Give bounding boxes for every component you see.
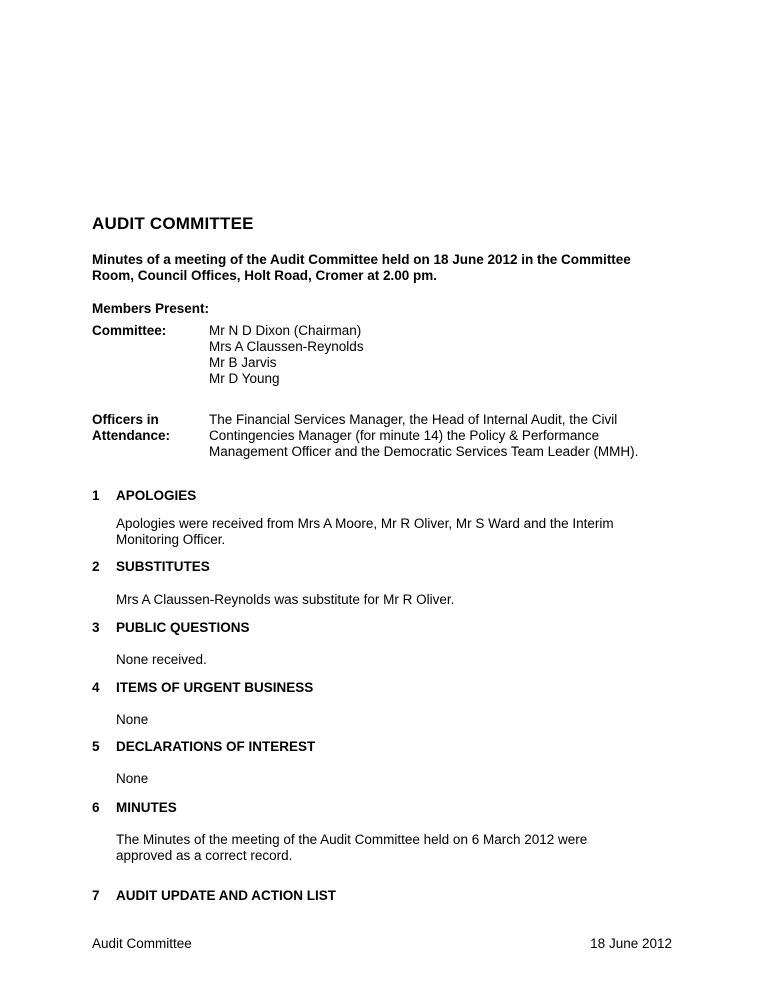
item-body — [116, 516, 686, 548]
item-body-line: Apologies were received from Mrs A Moore, Mr R Oliver, Mr S Ward and the Interim — [116, 516, 614, 531]
officers-label — [92, 412, 202, 444]
officers-line: The Financial Services Manager, the Head of Internal Audit, the Civil — [209, 412, 618, 427]
officers-line: Contingencies Manager (for minute 14) the Policy & Performance — [209, 428, 600, 443]
item-body-line: None received. — [116, 652, 207, 667]
item-heading: ITEMS OF URGENT BUSINESS — [116, 680, 314, 695]
item-body-line: Mrs A Claussen-Reynolds was substitute for Mr R Oliver. — [116, 592, 455, 607]
item-body — [116, 652, 686, 668]
item-heading: SUBSTITUTES — [116, 559, 210, 574]
item-number: 1 — [92, 488, 100, 503]
intro-line: Minutes of a meeting of the Audit Committee held on 18 June 2012 in the Committee — [92, 252, 631, 267]
item-body-line: None — [116, 771, 149, 786]
committee-member: Mr B Jarvis — [209, 355, 277, 370]
item-body-line: Monitoring Officer. — [116, 532, 226, 547]
footer-title: Audit Committee — [92, 936, 192, 951]
item-heading: PUBLIC QUESTIONS — [116, 620, 250, 635]
item-number: 6 — [92, 800, 100, 815]
committee-member: Mrs A Claussen-Reynolds — [209, 339, 364, 354]
meeting-intro — [92, 252, 672, 284]
item-body — [116, 832, 686, 864]
item-body — [116, 712, 686, 728]
item-body-line: The Minutes of the meeting of the Audit Committee held on 6 March 2012 were — [116, 832, 588, 847]
officers-label-line: Officers in — [92, 412, 159, 427]
item-heading: MINUTES — [116, 800, 177, 815]
item-heading: APOLOGIES — [116, 488, 197, 503]
item-body-line: None — [116, 712, 149, 727]
item-heading: DECLARATIONS OF INTEREST — [116, 739, 316, 754]
committee-members — [209, 323, 699, 387]
item-number: 7 — [92, 888, 100, 903]
item-body — [116, 592, 686, 608]
page-title: AUDIT COMMITTEE — [92, 214, 254, 233]
item-number: 2 — [92, 559, 100, 574]
item-heading: AUDIT UPDATE AND ACTION LIST — [116, 888, 336, 903]
officers-text — [209, 412, 699, 460]
officers-line: Management Officer and the Democratic Services Team Leader (MMH). — [209, 444, 639, 459]
officers-label-line: Attendance: — [92, 428, 171, 443]
committee-label: Committee: — [92, 323, 167, 338]
item-number: 4 — [92, 680, 100, 695]
item-body — [116, 771, 686, 787]
committee-member: Mr D Young — [209, 371, 280, 386]
intro-line: Room, Council Offices, Holt Road, Cromer at 2.00 pm. — [92, 268, 438, 283]
item-number: 5 — [92, 739, 100, 754]
item-body-line: approved as a correct record. — [116, 848, 293, 863]
members-present-heading: Members Present: — [92, 301, 210, 316]
item-number: 3 — [92, 620, 100, 635]
footer-date: 18 June 2012 — [590, 936, 672, 951]
committee-member: Mr N D Dixon (Chairman) — [209, 323, 362, 338]
